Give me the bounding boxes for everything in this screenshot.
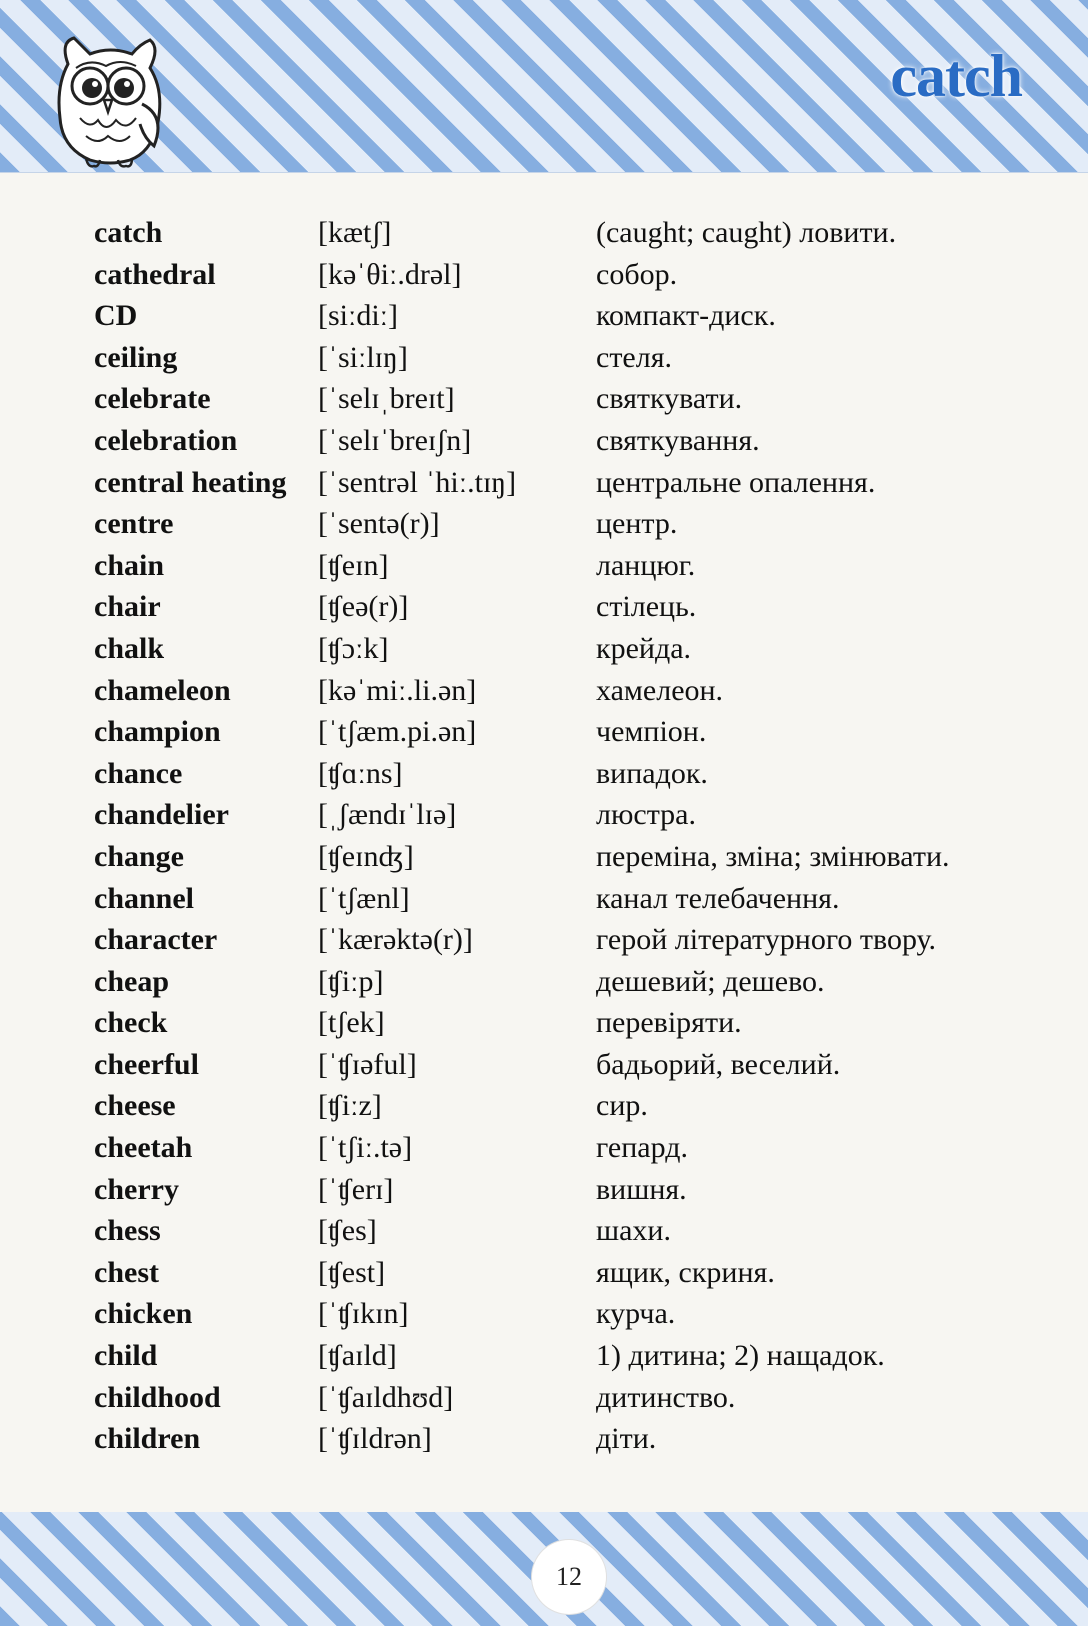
entry-translation: сир. (596, 1089, 648, 1123)
entry-row (0, 919, 1088, 961)
entry-row (0, 503, 1088, 545)
entry-pronunciation: [tʃek] (318, 1006, 385, 1040)
entry-word: CD (94, 299, 138, 333)
entry-pronunciation: [ˈkærəktə(r)] (318, 923, 473, 957)
entry-row (0, 628, 1088, 670)
entry-pronunciation: [ˈsentrəl ˈhiː.tɪŋ] (318, 465, 517, 499)
entry-pronunciation: [ʧeɪn] (318, 548, 389, 582)
entry-pronunciation: [ʧeɪnʤ] (318, 839, 414, 873)
page-headword: catch (890, 43, 1022, 109)
entry-pronunciation: [ˈsentə(r)] (318, 507, 440, 541)
entry-word: child (94, 1339, 158, 1373)
entry-translation: випадок. (596, 756, 708, 790)
entry-pronunciation: [ˈsiːlɪŋ] (318, 340, 408, 374)
entry-translation: ящик, скриня. (596, 1255, 775, 1289)
entry-word: cheese (94, 1089, 176, 1123)
entry-word: celebration (94, 423, 238, 457)
entry-translation: крейда. (596, 631, 692, 665)
entry-pronunciation: [kəˈθiː.drəl] (318, 257, 462, 291)
entry-row (0, 295, 1088, 337)
entry-row (0, 337, 1088, 379)
entry-pronunciation: [ʧeə(r)] (318, 590, 409, 624)
entry-row (0, 1127, 1088, 1169)
entry-pronunciation: [ˈselɪˌbreɪt] (318, 382, 455, 416)
entry-pronunciation: [siːdiː] (318, 299, 398, 333)
entry-row (0, 1252, 1088, 1294)
entry-row (0, 1044, 1088, 1086)
entry-translation: перевіряти. (596, 1006, 742, 1040)
entry-pronunciation: [ˈʧɪkɪn] (318, 1297, 409, 1331)
entry-translation: герой літературного твору. (596, 923, 937, 957)
entry-pronunciation: [ʧɔːk] (318, 631, 389, 665)
entry-word: children (94, 1422, 201, 1456)
entry-word: chameleon (94, 673, 231, 707)
entry-row (0, 254, 1088, 296)
entry-word: ceiling (94, 340, 178, 374)
entry-row (0, 1418, 1088, 1460)
page-number: 12 (532, 1540, 606, 1614)
entry-translation: собор. (596, 257, 678, 291)
entry-row (0, 1002, 1088, 1044)
entry-pronunciation: [ˈʧaɪldhʊd] (318, 1380, 454, 1414)
entry-pronunciation: [ˈʧerɪ] (318, 1172, 394, 1206)
entry-word: cathedral (94, 257, 216, 291)
entry-word: chandelier (94, 798, 229, 832)
entry-pronunciation: [ʧɑːns] (318, 756, 403, 790)
entry-pronunciation: [ʧiːz] (318, 1089, 382, 1123)
entry-translation: дешевий; дешево. (596, 964, 825, 998)
entry-pronunciation: [kəˈmiː.li.ən] (318, 673, 477, 707)
entry-translation: компакт-диск. (596, 299, 776, 333)
entry-pronunciation: [ˈselɪˈbreɪʃn] (318, 423, 472, 457)
entry-word: chalk (94, 631, 165, 665)
entry-word: character (94, 923, 218, 957)
entry-translation: бадьорий, веселий. (596, 1047, 841, 1081)
entry-translation: вишня. (596, 1172, 687, 1206)
entry-word: change (94, 839, 184, 873)
entry-row (0, 961, 1088, 1003)
entry-word: champion (94, 715, 221, 749)
entry-translation: центр. (596, 507, 678, 541)
entry-pronunciation: [ˈʧɪəful] (318, 1047, 417, 1081)
entry-word: celebrate (94, 382, 211, 416)
entry-row (0, 711, 1088, 753)
entry-pronunciation: [ˈʧɪldrən] (318, 1422, 432, 1456)
entry-row (0, 462, 1088, 504)
entry-pronunciation: [ˈtʃæm.pi.ən] (318, 715, 477, 749)
entry-row (0, 878, 1088, 920)
entry-row (0, 1085, 1088, 1127)
entry-row (0, 420, 1088, 462)
entry-translation: святкувати. (596, 382, 743, 416)
entry-pronunciation: [ʧest] (318, 1255, 386, 1289)
entry-row (0, 1169, 1088, 1211)
entry-word: cheetah (94, 1131, 193, 1165)
entry-pronunciation: [kætʃ] (318, 216, 392, 249)
entry-word: chicken (94, 1297, 193, 1331)
entry-row (0, 836, 1088, 878)
entry-row (0, 586, 1088, 628)
dictionary-entries (0, 212, 1088, 1460)
entry-pronunciation: [ʧiːp] (318, 964, 384, 998)
entry-row (0, 378, 1088, 420)
entry-translation: переміна, зміна; змінювати. (596, 839, 950, 873)
entry-row (0, 212, 1088, 254)
entry-translation: діти. (596, 1422, 657, 1456)
entry-translation: ланцюг. (596, 548, 696, 582)
entry-translation: гепард. (596, 1131, 688, 1165)
entry-pronunciation: [ʧes] (318, 1214, 377, 1248)
entry-word: cherry (94, 1172, 179, 1206)
entry-row (0, 1210, 1088, 1252)
entry-pronunciation: [ʧaɪld] (318, 1339, 397, 1373)
entry-translation: курча. (596, 1297, 676, 1331)
entry-translation: чемпіон. (596, 715, 707, 749)
entry-word: childhood (94, 1380, 221, 1414)
entry-word: chain (94, 548, 165, 582)
entry-translation: канал телебачення. (596, 881, 840, 915)
entry-word: check (94, 1006, 168, 1040)
entry-pronunciation: [ˈtʃiː.tə] (318, 1131, 413, 1165)
entry-translation: хамелеон. (596, 673, 724, 707)
entry-word: chance (94, 756, 183, 790)
entry-translation: центральне опалення. (596, 465, 876, 499)
entry-word: cheerful (94, 1047, 199, 1081)
entry-translation: 1) дитина; 2) нащадок. (596, 1339, 885, 1373)
entry-translation: люстра. (596, 798, 696, 832)
entry-pronunciation: [ˈtʃænl] (318, 881, 410, 915)
entry-word: central heating (94, 465, 287, 499)
entry-word: channel (94, 881, 195, 915)
entry-row (0, 794, 1088, 836)
entry-translation: стеля. (596, 340, 673, 374)
entry-word: chess (94, 1214, 161, 1248)
entry-translation: шахи. (596, 1214, 671, 1248)
entry-word: cheap (94, 964, 169, 998)
entry-translation: святкування. (596, 423, 760, 457)
entry-row (0, 1293, 1088, 1335)
owl-icon (46, 34, 174, 172)
entry-word: catch (94, 216, 163, 249)
entry-word: chest (94, 1255, 159, 1289)
entry-row (0, 1335, 1088, 1377)
entry-word: chair (94, 590, 161, 624)
entry-row (0, 670, 1088, 712)
entry-pronunciation: [ˌʃændɪˈlɪə] (318, 798, 457, 832)
entry-row (0, 545, 1088, 587)
entry-translation: (caught; caught) ловити. (596, 216, 897, 249)
entry-row (0, 1377, 1088, 1419)
entry-translation: стілець. (596, 590, 697, 624)
entry-word: centre (94, 507, 174, 541)
entry-row (0, 753, 1088, 795)
entry-translation: дитинство. (596, 1380, 736, 1414)
